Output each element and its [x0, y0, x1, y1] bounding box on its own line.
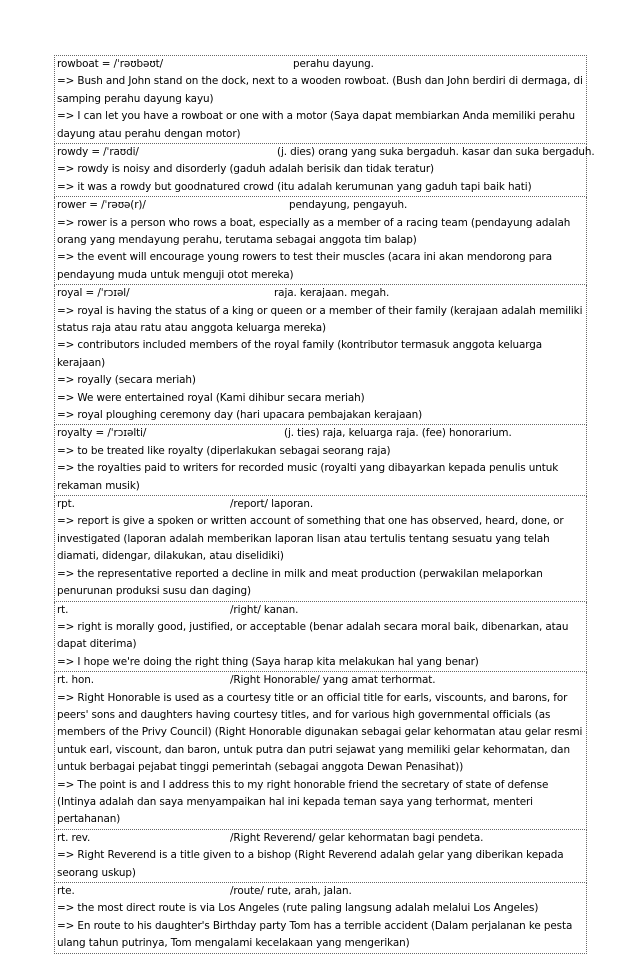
entry-head	[55, 197, 586, 214]
entry-rpt	[54, 496, 587, 601]
entry-rower	[54, 197, 587, 285]
example-line: => I can let you have a rowboat or one with a motor (Saya dapat membiarkan Anda memiliki perahu dayung atau perahu dengan motor)	[57, 110, 575, 140]
entry-head	[55, 285, 586, 302]
example-line: => We were entertained royal (Kami dihibur secara meriah)	[57, 391, 365, 404]
entry-rowboat	[54, 55, 587, 144]
entry-head	[55, 144, 595, 161]
entry-head	[55, 56, 586, 73]
definition: /Right Reverend/ gelar kehormatan bagi pendeta.	[230, 831, 484, 844]
example-line: => the royalties paid to writers for recorded music (royalti yang dibayarkan kepada penulis untuk rekaman musik)	[57, 462, 559, 492]
headword: rowboat = /ˈrəʊbəʊt/	[57, 58, 164, 70]
entry-head	[55, 425, 586, 442]
entry-head	[55, 672, 586, 689]
example-line: => report is give a spoken or written account of something that one has observed, heard, done, or investigated (laporan adalah memberikan laporan lisan atau tertulis tentang sesuatu yang telah diamati, didengar, dilakukan, atau diselidiki)	[57, 515, 564, 563]
example-line: => The point is and I address this to my right honorable friend the secretary of state of defense (Intinya adalah dan saya menyampaikan hal ini kepada teman saya yang terhormat, menteri pertahanan)	[57, 778, 549, 826]
definition: (j. dies) orang yang suka bergaduh. kasar dan suka bergaduh.	[277, 146, 595, 159]
entry-royalty	[54, 425, 587, 496]
example-line: => royally (secara meriah)	[57, 374, 196, 387]
example-line: => the event will encourage young rowers to test their muscles (acara ini akan mendorong para pendayung muda untuk menguji otot mereka)	[57, 251, 552, 281]
headword: royalty = /ˈrɔɪəlti/	[57, 427, 147, 440]
entry-head	[55, 602, 586, 619]
entry-rt-rev	[54, 830, 587, 883]
definition: /report/ laporan.	[230, 498, 314, 511]
entry-head	[55, 883, 586, 900]
example-line: => royal ploughing ceremony day (hari upacara pembajakan kerajaan)	[57, 409, 423, 422]
example-line: => royal is having the status of a king or queen or a member of their family (kerajaan adalah memiliki status raja atau ratu atau anggota keluarga mereka)	[57, 304, 583, 335]
example-line: => I hope we're doing the right thing (Saya harap kita melakukan hal yang benar)	[57, 655, 479, 668]
example-line: => Right Honorable is used as a courtesy title or an official title for earls, viscounts, and barons, for peers' sons and daughters having courtesy titles, and for various high governmental officials (as members of the Privy Council) (Right Honorable digunakan sebagai gelar kehormatan atau gelar resmi untuk earl, viscount, dan baron, untuk putra dan putri sejawat yang memiliki gelar kehormatan, dan untuk berbagai pejabat tinggi pemerintah (sebagai anggota Dewan Penasihat))	[57, 691, 583, 774]
headword: rt.	[57, 603, 69, 616]
example-line: => Bush and John stand on the dock, next to a wooden rowboat. (Bush dan John berdiri di dermaga, di samping perahu dayung kayu)	[57, 75, 583, 105]
example-line: => contributors included members of the royal family (kontributor termasuk anggota keluarga kerajaan)	[57, 339, 543, 369]
entry-rt-hon	[54, 672, 587, 830]
example-line: => the representative reported a decline in milk and meat production (perwakilan melaporkan penurunan produksi susu dan daging)	[57, 567, 543, 598]
example-line: => right is morally good, justified, or acceptable (benar adalah secara moral baik, dibenarkan, atau dapat diterima)	[57, 620, 569, 651]
entry-rte	[54, 883, 587, 954]
dictionary-list	[54, 55, 595, 954]
example-line: => the most direct route is via Los Angeles (rute paling langsung adalah melalui Los Angeles)	[57, 902, 539, 915]
example-line: => Right Reverend is a title given to a bishop (Right Reverend adalah gelar yang diberikan kepada seorang uskup)	[57, 849, 564, 879]
definition: /right/ kanan.	[230, 603, 299, 616]
headword: rt. hon.	[57, 674, 94, 687]
headword: rt. rev.	[57, 831, 91, 844]
example-line: => to be treated like royalty (diperlakukan sebagai seorang raja)	[57, 444, 391, 457]
example-line: => it was a rowdy but goodnatured crowd (itu adalah kerumunan yang gaduh tapi baik hati)	[57, 180, 532, 193]
headword: rte.	[57, 884, 75, 897]
entry-rt	[54, 602, 587, 673]
headword: rower = /ˈrəʊə(r)/	[57, 199, 146, 212]
definition: raja. kerajaan. megah.	[274, 287, 390, 300]
entry-rowdy	[54, 144, 595, 197]
definition: /Right Honorable/ yang amat terhormat.	[230, 674, 436, 687]
entry-royal	[54, 285, 587, 425]
definition: pendayung, pengayuh.	[289, 199, 408, 212]
headword: rpt.	[57, 498, 75, 511]
headword: rowdy = /ˈraʊdi/	[57, 146, 139, 159]
example-line: => rowdy is noisy and disorderly (gaduh adalah berisik dan tidak teratur)	[57, 163, 434, 176]
definition: /route/ rute, arah, jalan.	[230, 884, 352, 897]
entry-head	[55, 496, 586, 513]
example-line: => rower is a person who rows a boat, especially as a member of a racing team (pendayung adalah orang yang mendayung perahu, terutama sebagai anggota tim balap)	[57, 216, 571, 247]
example-line: => En route to his daughter's Birthday party Tom has a terrible accident (Dalam perjalanan ke pesta ulang tahun putrinya, Tom mengalami kecelakaan yang mengerikan)	[57, 919, 573, 950]
definition: perahu dayung.	[293, 58, 374, 70]
headword: royal = /ˈrɔɪəl/	[57, 287, 130, 300]
definition: (j. ties) raja, keluarga raja. (fee) honorarium.	[284, 427, 512, 440]
entry-head	[55, 830, 586, 847]
